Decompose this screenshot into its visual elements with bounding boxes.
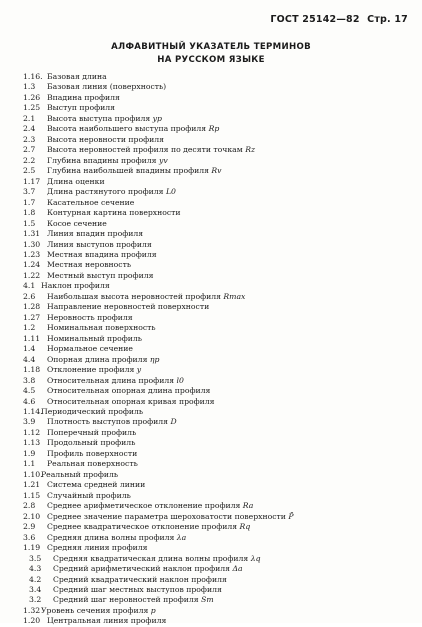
entry-section-number: 2.7 [23,145,36,155]
entry-term [47,72,107,82]
index-entry [23,187,413,197]
entry-term-text: Поперечный профиль [47,427,137,437]
index-entry [23,260,413,270]
entry-section-number: 1.30 [23,239,41,249]
index-entry [23,616,413,626]
entry-term-text: Средний арифметический наклон профиля [53,564,231,574]
entry-term-text: Высота выступа профиля [47,113,151,123]
entry-term [53,575,227,585]
entry-term-text: Номинальный профиль [47,333,142,343]
entry-term-text: Впадина профиля [47,92,120,102]
index-entry [23,522,413,532]
entry-symbol: Rv [208,166,222,176]
entry-term-text: Продольный профиль [47,438,136,448]
entry-term-text: Уровень сечения профиля [41,605,149,615]
index-entry [23,177,413,187]
entry-section-number: 4.2 [29,574,42,584]
entry-term [47,208,181,218]
entry-term-text: Базовая линия (поверхность) [47,82,167,92]
entry-section-number: 1.15 [23,490,41,500]
entry-term [47,302,209,312]
entry-term-text: Глубина впадины профиля [47,155,157,165]
entry-section-number: 1.12 [23,427,41,437]
entry-term [47,250,157,260]
entry-symbol: L0 [163,187,176,197]
entry-term [47,292,245,302]
entry-section-number: 2.2 [23,155,36,165]
entry-section-number: 1.25 [23,103,41,113]
index-entry [23,103,413,113]
entry-term-text: Неровность профиля [47,312,133,322]
entry-term-text: Система средней линии [47,480,146,490]
entry-term [47,114,162,124]
entry-symbol: λq [248,553,261,563]
entry-term [47,438,135,448]
entry-section-number: 4.3 [29,564,42,574]
entry-section-number: 1.14. [23,407,43,416]
index-title [0,41,422,66]
index-entry [23,114,413,124]
entry-section-number: 3.5 [29,553,42,563]
entry-section-number: 1.18 [23,365,41,375]
entry-symbol: ηp [147,354,160,364]
entry-section-number: 1.8 [23,208,36,218]
index-entry [23,449,413,459]
entry-section-number: 3.2 [29,595,42,605]
entry-section-number: 3.4 [29,584,42,594]
entry-term [47,103,115,113]
entry-term [47,543,147,553]
entry-term-text: Периодический профиль [41,407,144,416]
entry-section-number: 1.24 [23,260,41,270]
index-entry [23,501,413,511]
entry-term [47,313,133,323]
entry-term-text: Средняя длина волны профиля [47,532,175,542]
entry-section-number: 1.26 [23,92,41,102]
entry-term-text: Относительная опорная длина профиля [47,386,211,396]
index-entry [23,512,413,522]
entry-term-text: Выступ профиля [47,103,115,113]
entry-term-text: Линия выступов профиля [47,239,152,249]
entry-term-text: Центральная линия профиля [47,616,167,626]
entry-section-number: 3.8 [23,375,36,385]
entry-term-text: Средний шаг неровностей профиля [53,595,199,605]
index-entry [23,240,413,250]
entry-section-number: 1.3 [23,82,36,92]
index-entry [23,397,413,407]
entry-term-text: Среднее квадратическое отклонение профиля [47,522,238,532]
index-entry [23,302,413,312]
entry-term [47,156,168,166]
entry-term-text: Длина оценки [47,176,105,186]
term-index-list [23,72,413,627]
index-entry [23,585,413,595]
entry-term-text: Местная впадина профиля [47,249,157,259]
entry-symbol: Rz [242,145,256,155]
entry-section-number: 4.1 [23,281,36,291]
entry-section-number: 4.4 [23,354,36,364]
entry-term [47,82,166,92]
entry-section-number: 4.5 [23,386,36,396]
entry-symbol: yp [150,113,162,123]
entry-symbol: Ra [240,501,254,511]
index-entry [23,135,413,145]
entry-section-number: 1.17 [23,176,41,186]
index-entry [23,575,413,585]
entry-symbol: P̄ [285,511,294,521]
index-entry [23,292,413,302]
entry-term [47,177,105,187]
index-entry [23,606,413,616]
entry-section-number: 1.19 [23,543,41,553]
entry-symbol: y [134,365,142,375]
index-entry [23,82,413,92]
entry-section-number: 1.23 [23,249,41,259]
entry-term-text: Относительная длина профиля [47,375,175,385]
entry-term [47,616,166,626]
index-entry [23,438,413,448]
entry-term-text: Средняя квадратическая длина волны профиля [53,553,249,563]
entry-term [47,533,186,543]
entry-symbol: Rmax [220,291,246,301]
entry-term-text: Наклон профиля [41,281,110,291]
entry-term [47,166,222,176]
index-entry [23,334,413,344]
index-entry [23,281,413,291]
entry-symbol: l0 [174,375,184,385]
entry-section-number: 1.20 [23,616,41,626]
index-entry [23,271,413,281]
entry-section-number: 1.5 [23,218,36,228]
index-entry [23,417,413,427]
entry-term [47,219,107,229]
entry-term [53,585,222,595]
entry-term-text: Среднее значение параметра шероховатости поверхности [47,511,286,521]
entry-term-text: Опорная длина профиля [47,354,148,364]
entry-section-number: 3.7 [23,187,36,197]
index-entry [23,72,413,82]
entry-term [47,93,120,103]
index-entry [23,166,413,176]
entry-section-number: 2.10 [23,511,41,521]
index-entry [23,480,413,490]
entry-term-text: Нормальное сечение [47,344,133,354]
entry-section-number: 2.4 [23,124,36,134]
entry-term-text: Контурная картина поверхности [47,208,181,218]
entry-term [47,376,184,386]
entry-symbol: Sm [198,595,214,605]
entry-term-text: Длина растянутого профиля [47,187,164,197]
entry-section-number: 1.16. [23,72,43,81]
entry-term-text: Относительная опорная кривая профиля [47,396,215,406]
index-entry [23,219,413,229]
index-entry [23,428,413,438]
entry-term-text: Средний квадратический наклон профиля [53,574,227,584]
index-entry [23,208,413,218]
entry-section-number: 1.2 [23,323,36,333]
entry-term [47,334,142,344]
index-entry [23,470,413,480]
entry-term [47,522,250,532]
index-entry [23,533,413,543]
entry-term-text: Средний шаг местных выступов профиля [53,584,222,594]
entry-term [41,470,118,480]
entry-section-number: 1.11 [23,333,41,343]
entry-term [47,491,131,501]
index-entry [23,229,413,239]
entry-term-text: Отклонение профиля [47,365,135,375]
entry-section-number: 1.13 [23,438,41,448]
entry-term-text: Наибольшая высота неровностей профиля [47,291,221,301]
entry-term [47,323,156,333]
entry-term-text: Косое сечение [47,218,107,228]
entry-term-text: Реальный профиль [41,469,119,479]
standard-number: ГОСТ 25142—82 [270,14,360,25]
entry-section-number: 1.1 [23,459,36,469]
index-entry [23,407,413,417]
index-entry [23,93,413,103]
index-entry [23,323,413,333]
entry-term [53,564,243,574]
index-entry [23,313,413,323]
entry-section-number: 4.6 [23,396,36,406]
entry-term [47,344,133,354]
entry-term-text: Реальная поверхность [47,459,138,469]
entry-term [53,554,261,564]
index-entry [23,595,413,605]
index-entry [23,459,413,469]
index-entry [23,564,413,574]
entry-term-text: Высота неровностей профиля по десяти точкам [47,145,243,155]
entry-section-number: 1.32 [23,605,41,615]
entry-section-number: 1.28 [23,302,41,312]
entry-term-text: Среднее арифметическое отклонение профиля [47,501,241,511]
entry-term-text: Линия впадин профиля [47,229,144,239]
entry-term [47,365,141,375]
entry-section-number: 2.9 [23,522,36,532]
entry-section-number: 3.9 [23,417,36,427]
entry-section-number: 1.9 [23,448,36,458]
entry-term-text: Высота неровности профиля [47,134,164,144]
entry-term [47,459,138,469]
entry-term-text: Профиль поверхности [47,448,138,458]
entry-term-text: Глубина наибольшей впадины профиля [47,166,209,176]
index-entry [23,344,413,354]
entry-term-text: Базовая длина [47,72,107,81]
entry-term-text: Номинальная поверхность [47,323,156,333]
index-entry [23,543,413,553]
entry-term [47,260,131,270]
entry-section-number: 2.8 [23,501,36,511]
entry-symbol: Rp [206,124,220,134]
entry-term [41,407,143,417]
entry-symbol: Rq [237,522,251,532]
entry-section-number: 1.27 [23,312,41,322]
entry-term [47,135,164,145]
entry-term [47,355,159,365]
index-title-line-2: НА РУССКОМ ЯЗЫКЕ [157,54,265,65]
entry-symbol: D [168,417,177,427]
entry-term-text: Местная неровность [47,260,132,270]
entry-section-number: 1.7 [23,197,36,207]
index-entry [23,250,413,260]
entry-term [47,187,176,197]
entry-term [47,145,255,155]
entry-term [53,595,214,605]
entry-term [47,386,210,396]
entry-section-number: 1.10. [23,469,43,479]
entry-symbol: λa [174,532,187,542]
index-entry [23,554,413,564]
entry-section-number: 2.6 [23,291,36,301]
entry-term [41,606,156,616]
page-number: Стр. 17 [367,14,408,25]
entry-term [47,124,219,134]
index-entry [23,365,413,375]
entry-term [47,428,136,438]
index-entry [23,355,413,365]
entry-term [47,501,253,511]
entry-term-text: Плотность выступов профиля [47,417,169,427]
index-entry [23,491,413,501]
entry-term [47,512,294,522]
entry-term [47,397,215,407]
entry-section-number: 3.6 [23,532,36,542]
entry-term [47,240,152,250]
entry-term [47,449,137,459]
entry-symbol: Δa [230,564,243,574]
entry-term [47,480,145,490]
index-entry [23,198,413,208]
entry-term-text: Направление неровностей поверхности [47,302,210,312]
index-entry [23,145,413,155]
entry-section-number: 1.21 [23,480,41,490]
index-entry [23,376,413,386]
entry-term [47,229,143,239]
entry-term [47,417,177,427]
entry-section-number: 2.3 [23,134,36,144]
entry-term-text: Высота наибольшего выступа профиля [47,124,207,134]
entry-section-number: 1.22 [23,270,41,280]
entry-section-number: 2.5 [23,166,36,176]
index-entry [23,156,413,166]
index-title-line-1: АЛФАВИТНЫЙ УКАЗАТЕЛЬ ТЕРМИНОВ [111,42,311,52]
entry-term-text: Случайный профиль [47,490,131,500]
index-entry [23,124,413,134]
entry-term [41,281,110,291]
entry-symbol: p [148,605,156,615]
entry-term [47,198,134,208]
index-entry [23,386,413,396]
page-header [266,14,408,25]
entry-section-number: 1.31 [23,229,41,239]
entry-section-number: 2.1 [23,113,36,123]
entry-symbol: yv [156,155,168,165]
entry-term-text: Касательное сечение [47,197,135,207]
entry-term-text: Местный выступ профиля [47,270,154,280]
entry-section-number: 1.4 [23,344,36,354]
entry-term [47,271,153,281]
entry-term-text: Средняя линия профиля [47,543,148,553]
